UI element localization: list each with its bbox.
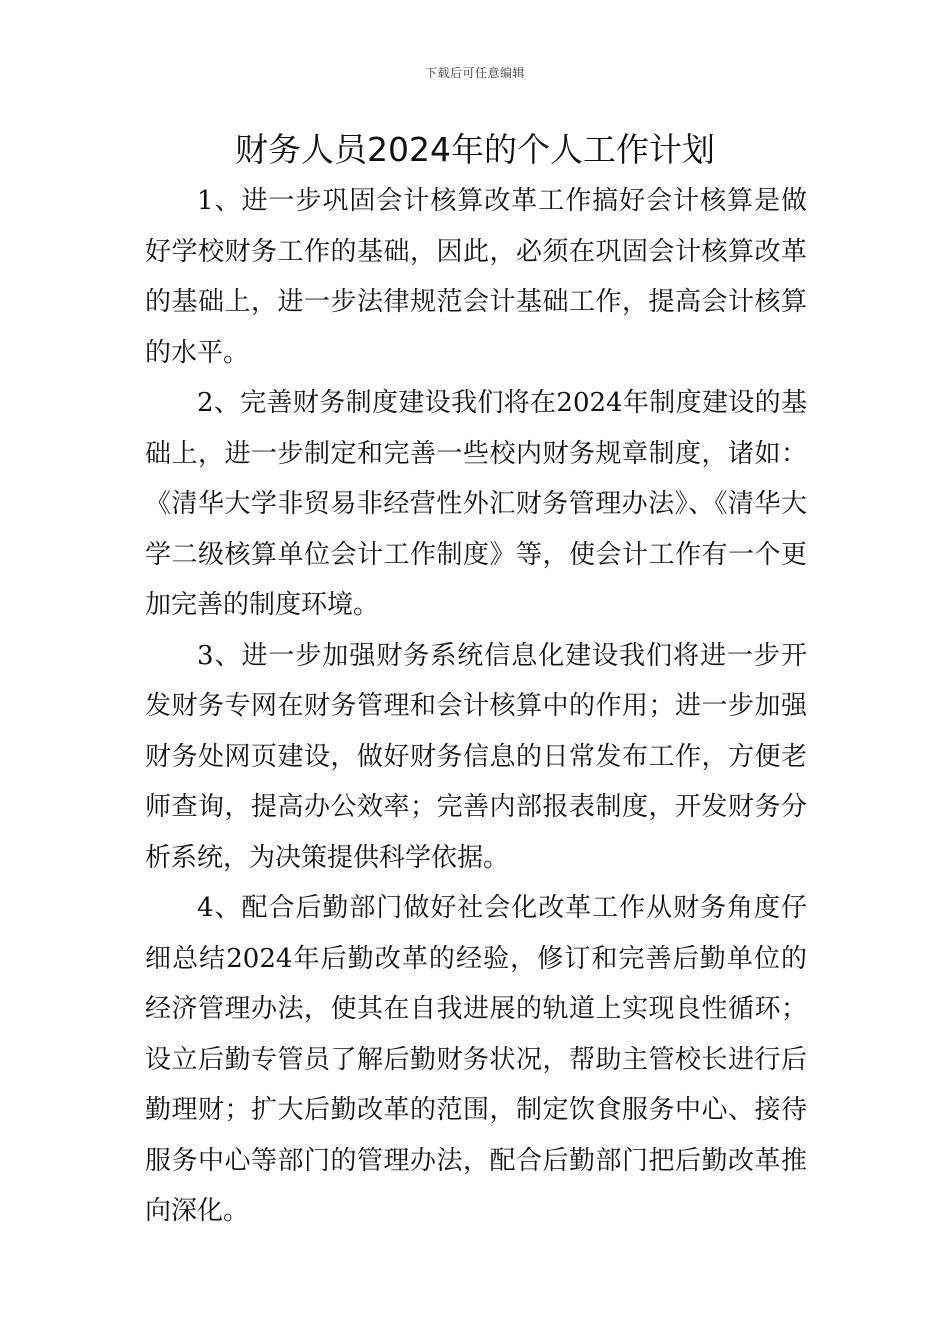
paragraph-2: 2、完善财务制度建设我们将在2024年制度建设的基础上，进一步制定和完善一些校内财务规章制度，诸如：《清华大学非贸易非经营性外汇财务管理办法》、《清华大学二级核算单位会计工作制度》等，使会计工作有一个更加完善的制度环境。 bbox=[145, 388, 807, 620]
paragraph-3: 3、进一步加强财务系统信息化建设我们将进一步开发财务专网在财务管理和会计核算中的作用；进一步加强财务处网页建设，做好财务信息的日常发布工作，方便老师查询，提高办公效率；完善内部报表制度，开发财务分析系统，为决策提供科学依据。 bbox=[145, 640, 807, 873]
document-title: 财务人员2024年的个人工作计划 bbox=[235, 130, 715, 169]
paragraph-1: 1、进一步巩固会计核算改革工作搞好会计核算是做好学校财务工作的基础，因此，必须在巩固会计核算改革的基础上，进一步法律规范会计基础工作，提高会计核算的水平。 bbox=[145, 186, 807, 368]
paragraph-4: 4、配合后勤部门做好社会化改革工作从财务角度仔细总结2024年后勤改革的经验，修订和完善后勤单位的经济管理办法，使其在自我进展的轨道上实现良性循环；设立后勤专管员了解后勤财务状况，帮助主管校长进行后勤理财；扩大后勤改革的范围，制定饮食服务中心、接待服务中心等部门的管理办法，配合后勤部门把后勤改革推向深化。 bbox=[145, 893, 807, 1226]
header-note: 下载后可任意编辑 bbox=[424, 66, 525, 80]
document-body bbox=[145, 176, 807, 1237]
